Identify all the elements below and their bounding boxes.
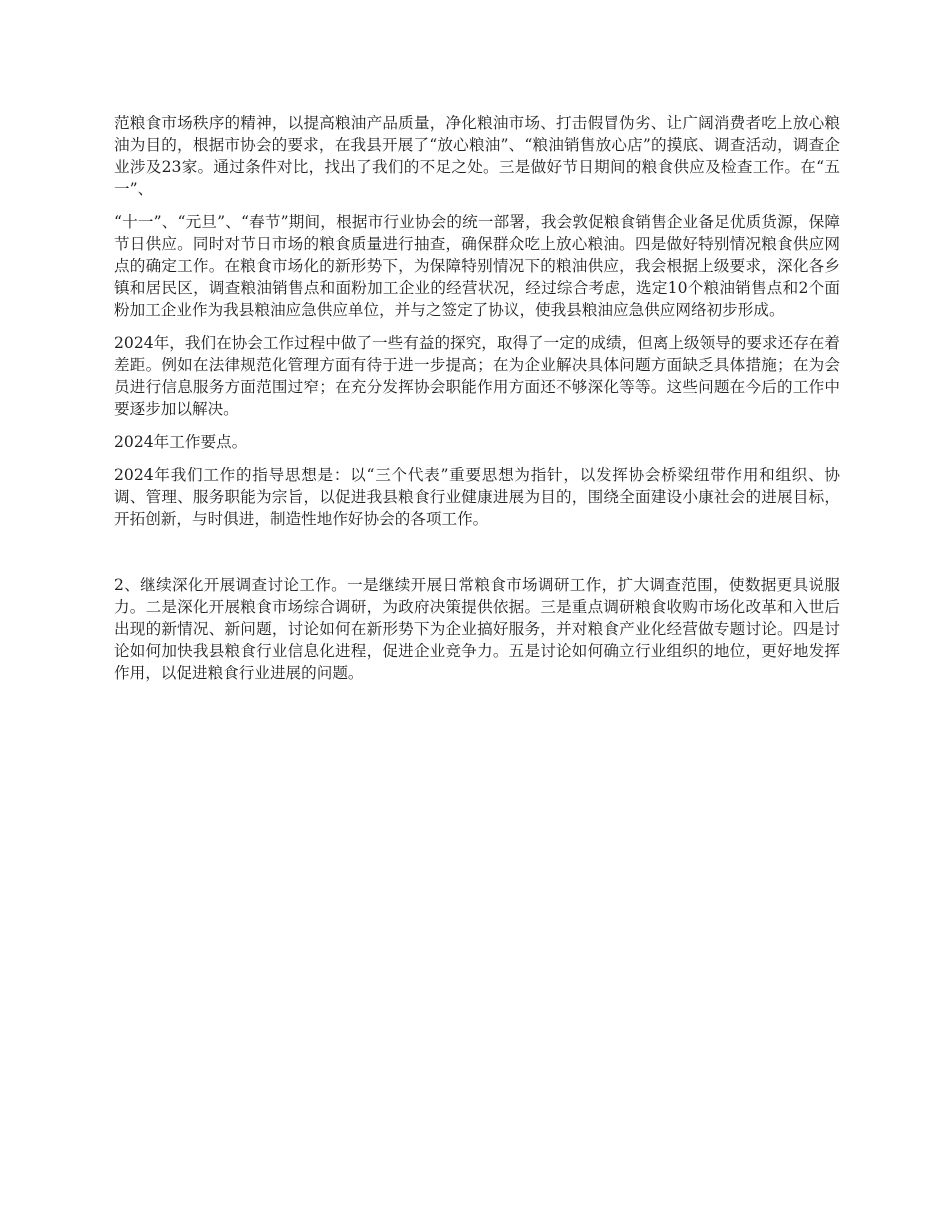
paragraph-work-points-heading: 2024年工作要点。 <box>114 433 248 451</box>
paragraph-market-order: 范粮食市场秩序的精神，以提高粮油产品质量，净化粮油市场、打击假冒伪劣、让广阔消费者吃上放心粮油为目的，根据市协会的要求，在我县开展了“放心粮油”、“粮油销售放心店”的摸底、调查活动，调查企业涉及23家。通过条件对比，找出了我们的不足之处。三是做好节日期间的粮食供应及检查工作。在“五一”、 <box>114 114 840 198</box>
paragraph-guiding-thought: 2024年我们工作的指导思想是：以“三个代表”重要思想为指针，以发挥协会桥梁纽带作用和组织、协调、管理、服务职能为宗旨，以促进我县粮食行业健康进展为目的，围绕全面建设小康社会的进展目标，开拓创新，与时俱进，制造性地作好协会的各项工作。 <box>114 466 840 528</box>
paragraph-holiday-supply: “十一”、“元旦”、“春节”期间，根据市行业协会的统一部署，我会敦促粮食销售企业备足优质货源，保障节日供应。同时对节日市场的粮食质量进行抽查，确保群众吃上放心粮油。四是做好特别情况粮食供应网点的确定工作。在粮食市场化的新形势下，为保障特别情况下的粮油供应，我会根据上级要求，深化各乡镇和居民区，调查粮油销售点和面粉加工企业的经营状况，经过综合考虑，选定10个粮油销售点和2个面粉加工企业作为我县粮油应急供应单位，并与之签定了协议，使我县粮油应急供应网络初步形成。 <box>114 213 840 319</box>
paragraph-spacer <box>114 541 840 574</box>
paragraph-2024-review: 2024年，我们在协会工作过程中做了一些有益的探究，取得了一定的成绩，但离上级领导的要求还存在着差距。例如在法律规范化管理方面有待于进一步提高；在为企业解决具体问题方面缺乏具体措施；在为会员进行信息服务方面范围过窄；在充分发挥协会职能作用方面还不够深化等等。这些问题在今后的工作中要逐步加以解决。 <box>114 334 840 418</box>
document-body <box>114 112 840 695</box>
paragraph-research-work: 2、继续深化开展调查讨论工作。一是继续开展日常粮食市场调研工作，扩大调查范围，使数据更具说服力。二是深化开展粮食市场综合调研，为政府决策提供依据。三是重点调研粮食收购市场化改革和入世后出现的新情况、新问题，讨论如何在新形势下为企业搞好服务，并对粮食产业化经营做专题讨论。四是讨论如何加快我县粮食行业信息化进程，促进企业竞争力。五是讨论如何确立行业组织的地位，更好地发挥作用，以促进粮食行业进展的问题。 <box>114 576 840 682</box>
